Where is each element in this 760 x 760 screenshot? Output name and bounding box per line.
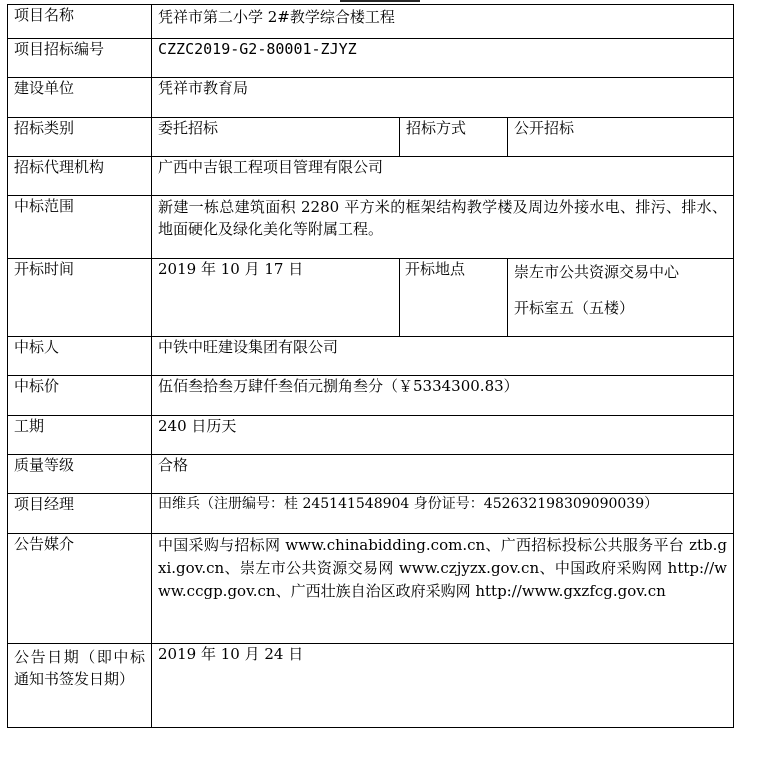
row-notice-date	[8, 644, 734, 728]
owner-value: 凭祥市教育局	[152, 78, 734, 118]
price-label: 中标价	[8, 376, 152, 416]
open-location-value	[508, 259, 734, 337]
row-manager	[8, 494, 734, 534]
open-time-label: 开标时间	[8, 259, 152, 337]
agency-value: 广西中吉银工程项目管理有限公司	[152, 157, 734, 196]
scope-label: 中标范围	[8, 196, 152, 259]
row-duration	[8, 416, 734, 455]
bid-number-label: 项目招标编号	[8, 39, 152, 78]
media-value: 中国采购与招标网 www.chinabidding.com.cn、广西招标投标公共服务平台 ztb.gxi.gov.cn、崇左市公共资源交易网 www.czjyzx.gov.cn、中国政府采购网 http://www.ccgp.gov.cn、广西壮族自治区政府采购网 http://www.gxzfcg.gov.cn	[152, 534, 734, 644]
scope-value: 新建一栋总建筑面积 2280 平方米的框架结构教学楼及周边外接水电、排污、排水、地面硬化及绿化美化等附属工程。	[152, 196, 734, 259]
agency-label: 招标代理机构	[8, 157, 152, 196]
row-agency	[8, 157, 734, 196]
row-price	[8, 376, 734, 416]
row-scope	[8, 196, 734, 259]
manager-value: 田维兵（注册编号：桂 245141548904 身份证号：452632198309090039）	[152, 494, 734, 534]
row-bid-type	[8, 118, 734, 157]
quality-label: 质量等级	[8, 455, 152, 494]
open-location-line1: 崇左市公共资源交易中心	[514, 263, 680, 281]
media-label: 公告媒介	[8, 534, 152, 644]
open-time-value: 2019 年 10 月 17 日	[152, 259, 400, 337]
project-name-value: 凭祥市第二小学 2#教学综合楼工程	[152, 5, 734, 39]
bid-number-value: CZZC2019-G2-80001-ZJYZ	[152, 39, 734, 78]
cropped-heading-fragment	[340, 0, 420, 2]
notice-date-value: 2019 年 10 月 24 日	[152, 644, 734, 728]
winner-label: 中标人	[8, 337, 152, 376]
row-media	[8, 534, 734, 644]
open-location-line2: 开标室五（五楼）	[514, 299, 635, 317]
duration-label: 工期	[8, 416, 152, 455]
price-value: 伍佰叁拾叁万肆仟叁佰元捌角叁分（￥5334300.83）	[152, 376, 734, 416]
row-quality	[8, 455, 734, 494]
winner-value: 中铁中旺建设集团有限公司	[152, 337, 734, 376]
bid-method-value: 公开招标	[508, 118, 734, 157]
award-info-table	[7, 4, 734, 728]
quality-value: 合格	[152, 455, 734, 494]
owner-label: 建设单位	[8, 78, 152, 118]
row-owner	[8, 78, 734, 118]
open-location-label: 开标地点	[400, 259, 508, 337]
manager-label: 项目经理	[8, 494, 152, 534]
bid-type-value: 委托招标	[152, 118, 400, 157]
row-open-time	[8, 259, 734, 337]
row-winner	[8, 337, 734, 376]
row-bid-number	[8, 39, 734, 78]
bid-type-label: 招标类别	[8, 118, 152, 157]
notice-date-label: 公告日期（即中标通知书签发日期）	[8, 644, 152, 728]
row-project-name	[8, 5, 734, 39]
bid-method-label: 招标方式	[400, 118, 508, 157]
project-name-label: 项目名称	[8, 5, 152, 39]
duration-value: 240 日历天	[152, 416, 734, 455]
